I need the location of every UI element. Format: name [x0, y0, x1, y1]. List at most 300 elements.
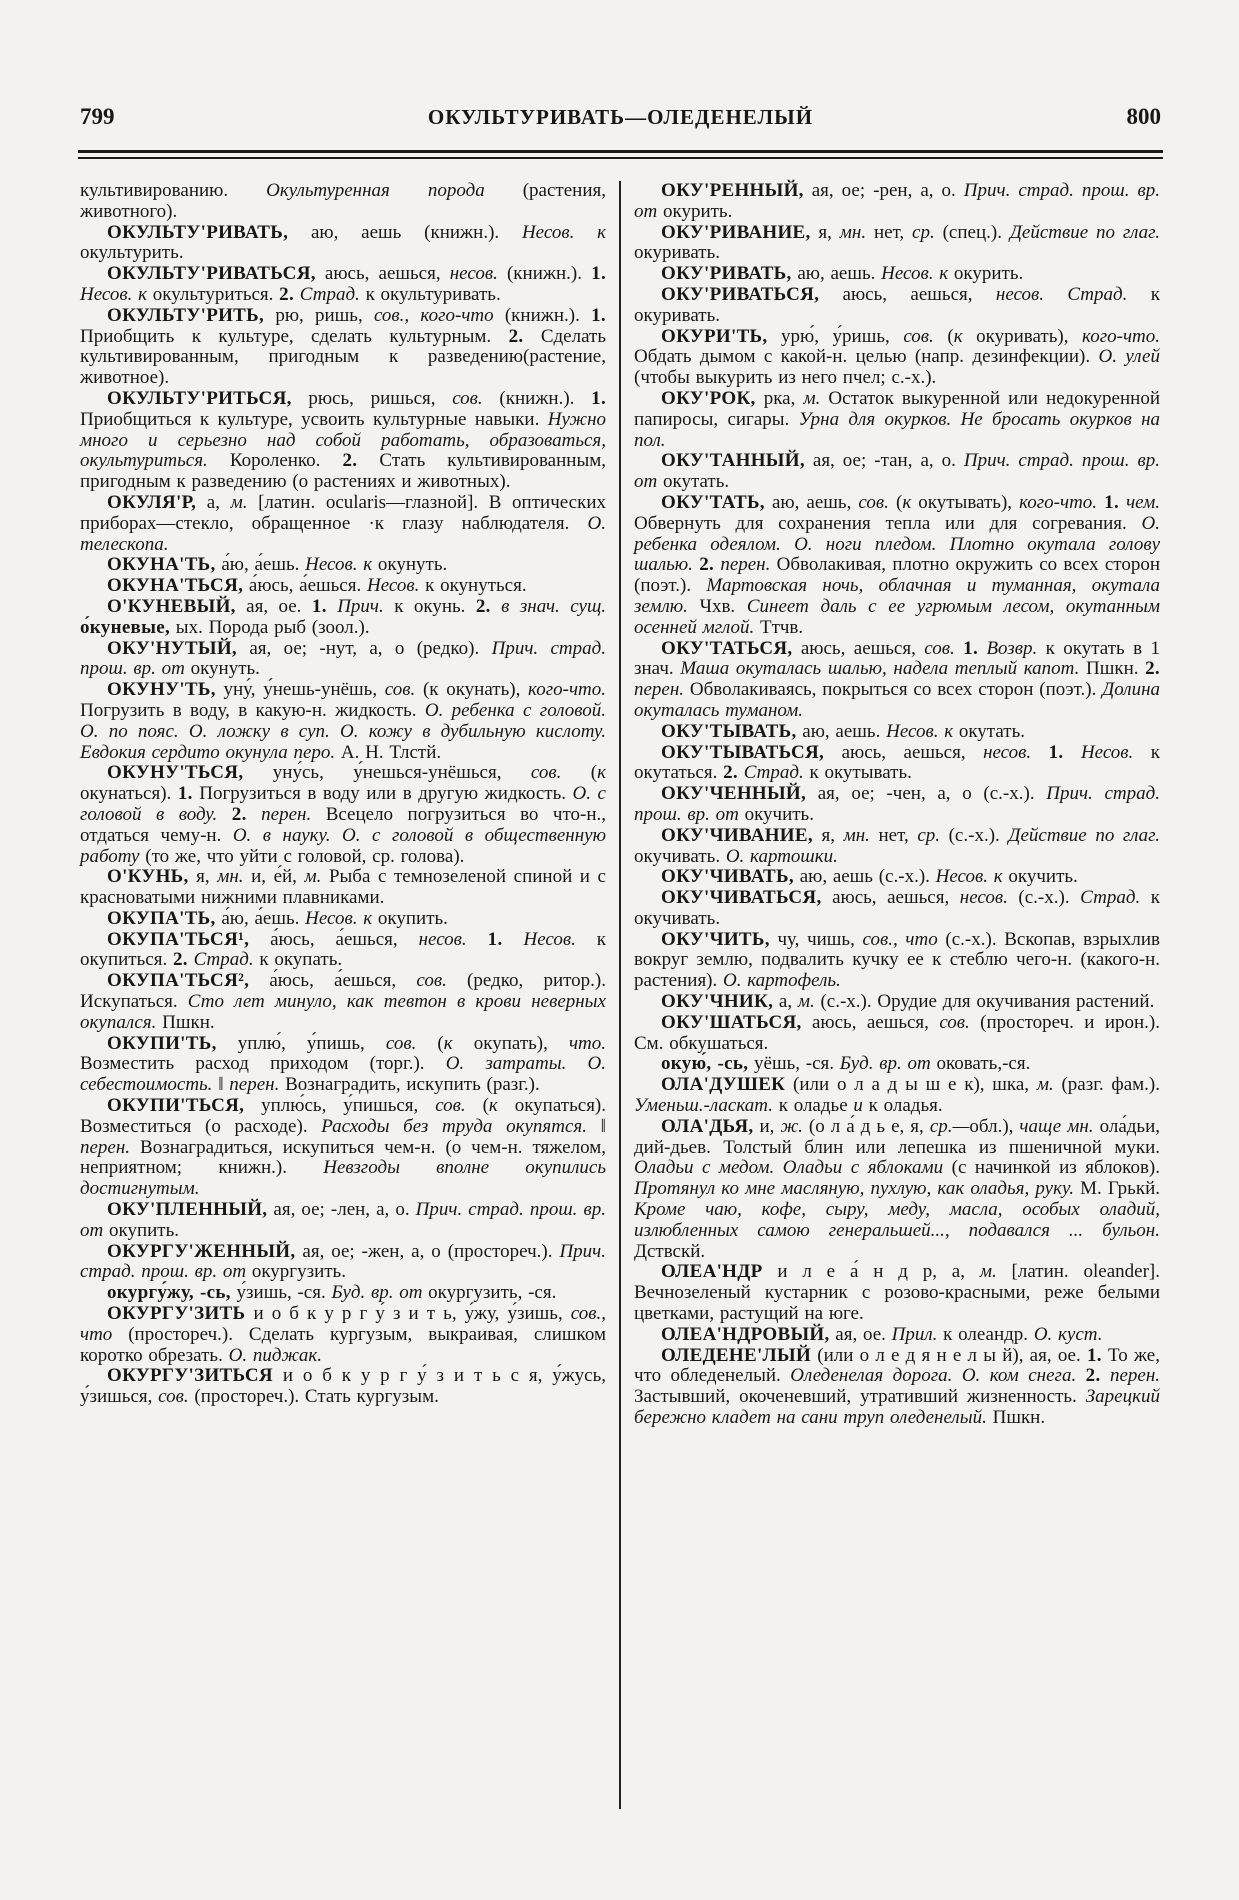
- italic-text: к: [902, 491, 912, 513]
- regular-text: ‖: [212, 1074, 230, 1096]
- italic-text: Прич. страд. прош. вр. от: [80, 637, 606, 680]
- dictionary-entry: [80, 971, 606, 1033]
- regular-text: [1031, 742, 1048, 763]
- text-body: [80, 181, 1161, 1429]
- italic-text: Оледенелая дорога. О. ком снега.: [790, 1365, 1077, 1387]
- regular-text: Рыба с темнозеленой спиной и с красноватыми нижними плавниками.: [80, 866, 606, 909]
- regular-text: [491, 596, 501, 617]
- italic-text: Окультуренная порода: [266, 180, 485, 201]
- regular-text: окурить.: [657, 200, 733, 222]
- dictionary-entry: [80, 1200, 606, 1242]
- italic-text: к: [488, 1095, 498, 1117]
- bold-text: ОКУ'РИВАТЬ,: [661, 263, 792, 285]
- regular-text: М. Грькй.: [1073, 1178, 1160, 1200]
- dictionary-entry: [634, 867, 1160, 888]
- italic-text: сов.: [924, 637, 955, 659]
- italic-text: несов.: [418, 928, 467, 950]
- italic-text: несов.: [449, 263, 498, 285]
- regular-text: Дствскй.: [634, 1240, 706, 1262]
- regular-text: (растения, животного).: [80, 180, 606, 222]
- regular-text: Приобщиться к культуре, усвоить культурные навыки.: [80, 408, 548, 430]
- regular-text: аюсь, аешься,: [315, 263, 450, 285]
- italic-text: Зарецкий бережно кладет на сани труп оледенелый.: [634, 1386, 1160, 1429]
- italic-text: несов.: [959, 887, 1008, 909]
- regular-text: окурить.: [948, 263, 1024, 285]
- regular-text: и, е́й,: [243, 866, 305, 888]
- dictionary-entry: [634, 826, 1160, 868]
- regular-text: ых. Порода рыб (зоол.).: [170, 616, 370, 638]
- dictionary-entry: [80, 680, 606, 763]
- bold-text: ОКУ'ШАТЬСЯ,: [661, 1011, 802, 1033]
- bold-text: ОКУЛЬТУ'РИТЬСЯ,: [107, 387, 292, 409]
- italic-text: Протянул ко мне масляную, пухлую, как оладья, руку.: [634, 1178, 1074, 1200]
- bold-text: ОЛЕДЕНЕ'ЛЫЙ: [661, 1344, 812, 1366]
- regular-text: окучить.: [1002, 866, 1078, 888]
- italic-text: Действие по глаг.: [1008, 824, 1161, 846]
- italic-text: Буд. вр. от: [331, 1282, 423, 1304]
- regular-text: (: [416, 1032, 444, 1054]
- italic-text: сов.: [435, 1095, 466, 1117]
- dictionary-entry: [80, 1366, 606, 1408]
- regular-text: ая, ое; -лен, а, о.: [267, 1199, 416, 1221]
- italic-text: сов.: [939, 1011, 970, 1033]
- bold-text: ОКУ'ТАННЫЙ,: [661, 450, 805, 472]
- bold-text: ОКУ'РИВАТЬСЯ,: [661, 283, 820, 305]
- bold-text: 2.: [699, 554, 715, 576]
- regular-text: окупить.: [103, 1219, 180, 1241]
- bold-text: 2.: [723, 762, 738, 784]
- bold-text: ОКУРГУ'ЗИТЬ: [107, 1303, 246, 1325]
- regular-text: [1063, 742, 1080, 763]
- regular-text: окупить.: [372, 907, 448, 929]
- italic-text: кого-что.: [528, 679, 606, 701]
- regular-text: Приобщить к культуре, сделать культурным.: [80, 325, 509, 347]
- bold-text: ОКУПА'ТЬСЯ²,: [107, 970, 250, 992]
- bold-text: ОКУ'ЧНИК,: [661, 991, 774, 1013]
- regular-text: Сделать культивированным, пригодным к разведению(растение, животное).: [80, 325, 606, 389]
- regular-text: уну́сь, у́нешься-унёшься,: [243, 762, 531, 784]
- regular-text: (с.-х.). Вскопав, взрыхлив вокруг землю, подвалить кучку ее к стеблю чего-н. (какого-н. растения).: [634, 928, 1160, 992]
- dictionary-entry: [634, 389, 1160, 451]
- dictionary-entry: [80, 1096, 606, 1200]
- regular-text: [247, 804, 262, 825]
- bold-text: 1.: [1086, 1344, 1102, 1366]
- italic-text: м.: [304, 866, 322, 888]
- bold-text: ОКУЛЬТУ'РИТЬ,: [107, 304, 265, 326]
- italic-text: кого-что.: [1019, 491, 1098, 513]
- regular-text: Застывший, окоченевший, утративший жизненность.: [634, 1386, 1086, 1408]
- italic-text: Уменьш.-ласкат.: [634, 1095, 773, 1117]
- regular-text: (о л а́ д ь е, я,: [802, 1115, 930, 1137]
- regular-text: ая, ое.: [235, 595, 312, 617]
- italic-text: мн.: [217, 866, 244, 888]
- regular-text: (: [561, 762, 598, 784]
- dictionary-entry: [634, 1325, 1160, 1346]
- bold-text: ОКУ'РЕННЫЙ,: [661, 180, 804, 201]
- dictionary-entry: [80, 909, 606, 930]
- italic-text: О. улей: [1098, 346, 1160, 368]
- italic-text: сов.: [158, 1386, 189, 1408]
- regular-text: уплю́, у́пишь,: [216, 1032, 386, 1054]
- regular-text: я,: [812, 824, 844, 846]
- regular-text: чу, чишь,: [769, 928, 863, 950]
- regular-text: ая, ое; -рен, а, о.: [803, 180, 964, 201]
- regular-text: и о б к у р г у́ з и т ь, у́жу, у́зишь,: [245, 1303, 571, 1325]
- regular-text: (книжн.).: [482, 387, 592, 409]
- italic-text: Невзгоды вполне окупились достигнутым.: [80, 1157, 606, 1200]
- bold-text: ОКУ'ЧЕННЫЙ,: [661, 783, 807, 805]
- regular-text: А. Н. Тлстй.: [335, 741, 442, 763]
- italic-text: О. картошки.: [725, 845, 838, 867]
- bold-text: 1.: [311, 595, 327, 617]
- italic-text: перен.: [80, 1136, 131, 1158]
- italic-text: сов.: [384, 679, 416, 701]
- regular-text: Обвернуть для сохранения тепла или для согревания.: [634, 512, 1142, 534]
- regular-text: Вознаградить, искупить (разг.).: [279, 1074, 540, 1096]
- italic-text: м.: [803, 387, 821, 409]
- dictionary-entry: [80, 763, 606, 867]
- regular-text: Вознаградиться, искупиться чем-н. (о чем-н. тяжелом, неприятном; книжн.).: [80, 1136, 606, 1179]
- dictionary-entry: [80, 576, 606, 597]
- bold-text: 1.: [591, 304, 606, 326]
- italic-text: сов.: [452, 387, 483, 409]
- bold-text: 2.: [1145, 658, 1160, 680]
- regular-text: окургузить, -ся.: [422, 1282, 557, 1304]
- italic-text: чаще мн.: [1019, 1115, 1094, 1137]
- regular-text: аюсь, аешься,: [792, 637, 925, 659]
- italic-text: Несов.: [523, 928, 576, 950]
- dictionary-entry: [80, 493, 606, 555]
- italic-text: Несов. к: [80, 283, 147, 305]
- regular-text: к окутывать.: [803, 762, 912, 784]
- italic-text: Несов. к: [886, 720, 954, 742]
- italic-text: Прич. страд. прош. вр. от: [634, 180, 1160, 222]
- italic-text: Прич. страд. прош. вр. от: [80, 1240, 606, 1283]
- italic-text: к: [597, 762, 607, 784]
- italic-text: Прич. страд. прош. вр. от: [634, 783, 1160, 825]
- bold-text: ОКУНА'ТЬСЯ,: [107, 575, 244, 597]
- regular-text: у́зишь, -ся.: [230, 1282, 332, 1304]
- bold-text: окургу́жу, -сь,: [107, 1282, 231, 1304]
- regular-text: окучить.: [738, 803, 814, 825]
- regular-text: Обволакиваясь, покрыться со всех сторон (поэт.).: [684, 679, 1103, 701]
- italic-text: О. картофель.: [723, 970, 841, 992]
- regular-text: (с.-х.).: [1007, 887, 1081, 909]
- regular-text: окургузить.: [246, 1261, 346, 1283]
- italic-text: м.: [979, 1261, 997, 1283]
- regular-text: к окультуривать.: [359, 283, 501, 305]
- italic-text: сов.: [385, 1032, 417, 1054]
- italic-text: О. затраты. О. себестоимость.: [80, 1053, 606, 1096]
- regular-text: а,: [196, 491, 231, 513]
- bold-text: 1.: [591, 387, 606, 409]
- regular-text: ая, ое.: [829, 1323, 892, 1345]
- regular-text: аюсь, аешься,: [801, 1011, 940, 1033]
- dictionary-entry: [634, 930, 1160, 992]
- bold-text: 2.: [342, 450, 358, 472]
- regular-text: аю, аешь (с.-х.).: [793, 866, 936, 888]
- regular-text: окунаться).: [80, 783, 178, 805]
- regular-text: аю, аешь (книжн.).: [288, 221, 522, 243]
- bold-text: ОКУ'ТАТЬ,: [661, 491, 765, 513]
- bold-text: 1.: [177, 783, 193, 805]
- dictionary-entry: [634, 743, 1160, 785]
- regular-text: (с.-х.).: [940, 824, 1009, 846]
- bold-text: ОКУРИ'ТЬ,: [661, 325, 768, 347]
- regular-text: Ттчв.: [754, 616, 804, 638]
- regular-text: окучивать.: [634, 845, 726, 867]
- bold-text: ОКУ'ПЛЕННЫЙ,: [107, 1199, 268, 1221]
- regular-text: окутывать),: [911, 491, 1020, 513]
- regular-text: ая, ое; -жен, а, о (простореч.).: [295, 1240, 560, 1262]
- regular-text: Обдать дымом с какой-н. целью (напр. дезинфекции).: [634, 346, 1099, 368]
- regular-text: окунуть.: [184, 658, 260, 680]
- regular-text: нет,: [866, 221, 913, 243]
- bold-text: ОКУ'РИВАНИЕ,: [661, 221, 811, 243]
- regular-text: [467, 929, 488, 950]
- regular-text: урю́, у́ришь,: [767, 325, 904, 347]
- regular-text: Возместить расход приходом (торг.).: [80, 1053, 446, 1075]
- regular-text: [955, 638, 963, 659]
- dictionary-entry: [634, 1013, 1160, 1055]
- italic-text: несов.: [995, 283, 1044, 305]
- italic-text: сов.: [858, 491, 889, 513]
- italic-text: м.: [230, 491, 248, 513]
- bold-text: О'КУНЕВЫЙ,: [107, 595, 236, 617]
- regular-text: рю, ришь,: [264, 304, 374, 326]
- italic-text: Страд.: [1080, 887, 1141, 909]
- italic-text: Возвр.: [986, 637, 1038, 659]
- regular-text: рка,: [755, 387, 804, 409]
- regular-text: окуривать.: [634, 242, 721, 264]
- italic-text: Урна для окурков. Не бросать окурков на пол.: [634, 408, 1161, 451]
- italic-text: Нужно много и серьезно над собой работать, образоваться, окультуриться.: [80, 408, 606, 472]
- regular-text: [латин. oleander]. Вечнозеленый кустарник с розово-красными, реже белыми цветками, растущий на юге.: [634, 1261, 1160, 1325]
- dictionary-entry: [634, 223, 1160, 265]
- dictionary-entry: [634, 181, 1160, 223]
- regular-text: (разг. фам.).: [1053, 1074, 1160, 1096]
- regular-text: Чхв.: [687, 595, 747, 617]
- italic-text: перен.: [634, 679, 685, 701]
- regular-text: Пшкн.: [986, 1407, 1046, 1429]
- italic-text: Мартовская ночь, облачная и туманная, окутала землю.: [634, 575, 1160, 617]
- dictionary-entry: [634, 888, 1160, 930]
- bold-text: ОКУПИ'ТЬ,: [107, 1032, 217, 1054]
- italic-text: ср.: [917, 824, 941, 846]
- regular-text: аю, аешь,: [764, 491, 859, 513]
- left-column: [80, 181, 606, 1429]
- regular-text: и,: [753, 1115, 781, 1137]
- bold-text: 2.: [279, 283, 295, 305]
- italic-text: О. куст.: [1033, 1323, 1103, 1345]
- bold-text: ОКУ'ЧИВАНИЕ,: [661, 824, 813, 846]
- regular-text: (или о л е д я н е л ы й), ая, ое.: [811, 1344, 1087, 1366]
- italic-text: Буд. вр. от: [839, 1053, 931, 1075]
- bold-text: ОЛЕА'НДР: [661, 1261, 763, 1283]
- italic-text: Прил.: [891, 1323, 938, 1345]
- regular-text: к оладья.: [862, 1095, 943, 1117]
- italic-text: сов.: [530, 762, 562, 784]
- regular-text: (с начинкой из яблоков).: [943, 1157, 1160, 1179]
- regular-text: к окупать.: [253, 949, 343, 971]
- italic-text: Несов. к: [521, 221, 606, 243]
- regular-text: аюсь, аешься,: [821, 887, 960, 909]
- italic-text: Маша окуталась шалью, надела теплый капот.: [680, 658, 1080, 680]
- bold-text: ОКУНУ'ТЬСЯ,: [107, 762, 244, 784]
- italic-text: Несов. к: [935, 866, 1003, 888]
- left-page-number: 799: [80, 104, 115, 129]
- regular-text: окунуть.: [372, 554, 448, 576]
- regular-text: [503, 929, 524, 950]
- header-double-rule: [78, 150, 1163, 159]
- regular-text: к окутать в 1 знач.: [634, 637, 1160, 680]
- bold-text: 1.: [591, 263, 606, 285]
- italic-text: сов., что: [862, 928, 938, 950]
- regular-text: окутать.: [657, 471, 730, 493]
- italic-text: Прич. страд. прош. вр. от: [634, 450, 1160, 493]
- regular-text: ‖: [586, 1115, 606, 1137]
- regular-text: культивированию.: [80, 180, 267, 201]
- italic-text: Несов. к: [881, 263, 949, 285]
- bold-text: ОКУРГУ'ЗИТЬСЯ: [107, 1365, 273, 1387]
- regular-text: окупать),: [452, 1032, 569, 1054]
- regular-text: к окупиться.: [80, 928, 607, 971]
- dictionary-entry: [80, 306, 606, 389]
- dictionary-entry: [634, 722, 1160, 743]
- regular-text: а́юсь, а́ешься,: [249, 970, 417, 992]
- bold-text: 2.: [508, 325, 524, 347]
- regular-text: (чтобы выкурить из него пчел; с.-х.).: [634, 367, 937, 389]
- dictionary-entry: [80, 223, 606, 265]
- italic-text: ср.: [912, 221, 935, 243]
- regular-text: (простореч.). Сделать кургузым, выкраивая, слишком коротко обрезать.: [80, 1323, 606, 1366]
- regular-text: нет,: [869, 824, 918, 846]
- dictionary-entry: [634, 1117, 1160, 1263]
- italic-text: сов., что: [80, 1303, 606, 1345]
- regular-text: к окуривать.: [634, 283, 1161, 326]
- bold-text: 1.: [1104, 491, 1120, 513]
- regular-text: окуривать),: [962, 325, 1083, 347]
- regular-text: (книжн.).: [493, 304, 592, 326]
- italic-text: Прич.: [337, 595, 384, 617]
- bold-text: ОКУЛЬТУ'РИВАТЬСЯ,: [107, 263, 316, 285]
- regular-text: окутать.: [953, 720, 1026, 742]
- regular-text: уну́, у́нешь-унёшь,: [215, 679, 385, 701]
- bold-text: ОКУЛЯ'Р,: [107, 491, 197, 513]
- italic-text: Страд.: [1067, 283, 1128, 305]
- italic-text: Несов.: [366, 575, 420, 597]
- bold-text: о́куневые,: [80, 616, 171, 638]
- bold-text: ОКУРГУ'ЖЕННЫЙ,: [107, 1240, 296, 1262]
- right-column: [634, 181, 1160, 1429]
- regular-text: Остаток выкуренной или недокуренной папиросы, сигары.: [634, 387, 1160, 430]
- regular-text: Стать культивированным, пригодным к разведению (о растениях и животных).: [80, 450, 606, 493]
- dictionary-entry: [80, 389, 606, 493]
- regular-text: аюсь, аешься,: [824, 741, 984, 763]
- dictionary-entry: [634, 639, 1160, 722]
- regular-text: [1076, 1365, 1085, 1386]
- italic-text: О. пиджак.: [228, 1344, 322, 1366]
- regular-text: а́ю, а́ешь.: [215, 554, 306, 576]
- italic-text: Синеет даль с ее угрюмым лесом, окутанным осенней мглой.: [634, 595, 1160, 638]
- bold-text: окую́, -сь,: [661, 1053, 749, 1075]
- italic-text: О. в науку. О. с головой в общественную работу: [80, 824, 606, 867]
- italic-text: Сто лет минуло, как тевтон в крови неверных окупался.: [80, 991, 606, 1033]
- regular-text: оковать,-ся.: [930, 1053, 1031, 1075]
- bold-text: ОКУПА'ТЬ,: [107, 907, 216, 929]
- italic-text: к: [953, 325, 963, 347]
- bold-text: ОКУ'ЧИВАТЬСЯ,: [661, 887, 822, 909]
- regular-text: (: [933, 325, 954, 347]
- regular-text: Обволакивая, плотно окружить со всех сторон (поэт.).: [634, 554, 1161, 597]
- dictionary-entry: [80, 555, 606, 576]
- dictionary-entry: [634, 327, 1160, 389]
- italic-text: О. ребенка одеялом. О. ноги пледом. Плотно окутала голову шалью.: [634, 512, 1160, 576]
- regular-text: (простореч. и ирон.). См. обкушаться.: [634, 1011, 1160, 1054]
- bold-text: 2.: [231, 803, 247, 825]
- italic-text: мн.: [843, 824, 870, 846]
- bold-text: ОКУ'РОК,: [661, 387, 756, 409]
- regular-text: (книжн.).: [497, 263, 592, 285]
- regular-text: (: [465, 1095, 489, 1117]
- regular-text: (: [888, 491, 903, 513]
- dictionary-entry: [634, 784, 1160, 826]
- dictionary-entry: [634, 1346, 1160, 1429]
- regular-text: к окучивать.: [634, 887, 1161, 929]
- regular-text: а́юсь, а́ешься,: [249, 928, 419, 950]
- regular-text: к окутаться.: [634, 741, 1161, 784]
- regular-text: к окунь.: [383, 595, 476, 617]
- regular-text: рюсь, ришься,: [291, 387, 453, 409]
- italic-text: сов., кого-что: [373, 304, 494, 326]
- dictionary-entry: [80, 1034, 606, 1096]
- regular-text: [1044, 284, 1067, 305]
- regular-text: окупаться). Возместиться (о расходе).: [80, 1095, 607, 1137]
- regular-text: [217, 804, 232, 825]
- italic-text: что.: [568, 1032, 606, 1054]
- bold-text: ОЛА'ДЬЯ,: [661, 1115, 754, 1137]
- regular-text: (редко, ритор.). Искупаться.: [80, 970, 606, 1013]
- dictionary-entry: [80, 264, 606, 306]
- dictionary-entry: [80, 930, 606, 972]
- italic-text: Страд.: [743, 762, 804, 784]
- page-header: [80, 104, 1161, 130]
- italic-text: О. телескопа.: [80, 512, 606, 555]
- bold-text: 1.: [963, 637, 979, 659]
- regular-text: я,: [188, 866, 218, 888]
- italic-text: Долина окуталась туманом.: [634, 679, 1160, 721]
- bold-text: ОКУЛЬТУ'РИВАТЬ,: [107, 221, 289, 243]
- regular-text: аю, аешь.: [791, 263, 882, 285]
- italic-text: ср.—: [929, 1115, 970, 1137]
- italic-text: в знач. сущ.: [501, 595, 607, 617]
- italic-text: сов.: [416, 970, 447, 992]
- italic-text: О. с головой в воду.: [80, 783, 606, 825]
- italic-text: мн.: [839, 221, 867, 243]
- bold-text: ОКУНА'ТЬ,: [107, 554, 216, 576]
- bold-text: ОЛА'ДУШЕК: [661, 1074, 786, 1096]
- regular-text: То же, что обледенелый.: [634, 1344, 1160, 1387]
- regular-text: (с.-х.). Орудие для окучивания растений.: [814, 991, 1155, 1013]
- bold-text: ОКУ'НУТЫЙ,: [107, 637, 237, 659]
- regular-text: а́юсь, а́ешься.: [243, 575, 367, 597]
- bold-text: ОКУНУ'ТЬ,: [107, 679, 216, 701]
- regular-text: ая, ое; -нут, а, о (редко).: [236, 637, 492, 659]
- italic-text: к: [443, 1032, 453, 1054]
- dictionary-entry: [80, 597, 606, 639]
- italic-text: Несов. к: [305, 907, 373, 929]
- dictionary-entry: [634, 1262, 1160, 1324]
